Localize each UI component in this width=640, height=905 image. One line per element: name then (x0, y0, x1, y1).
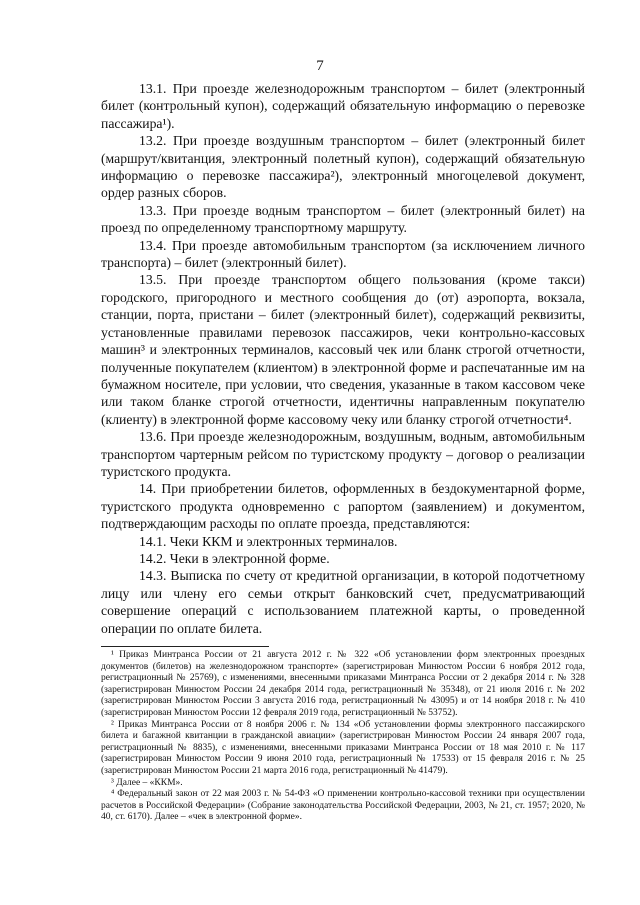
paragraph-13-5: 13.5. При проезде транспортом общего пользования (кроме такси) городского, пригородного и местного сообщения до (от) аэропорта, вокзала, станции, порта, пристани – билет (электронный билет), содержащий реквизиты, установленные правилами перевозок пассажиров, чеки контрольно-кассовых машин³ и электронных терминалов, кассовый чек или бланк строгой отчетности, полученные покупателем (клиентом) в электронной форме и распечатанные им на бумажном носителе, при условии, что сведения, указанные в таком кассовом чеке или таком бланке строгой отчетности, идентичны направленным покупателю (клиенту) в электронной форме кассовому чеку или бланку строгой отчетности⁴. (101, 272, 585, 427)
footnote-separator (101, 646, 269, 647)
paragraph-13-3: 13.3. При проезде водным транспортом – билет (электронный билет) на проезд по определенному транспортному маршруту. (101, 202, 585, 236)
document-body (101, 80, 585, 637)
paragraph-13-2: 13.2. При проезде воздушным транспортом – билет (электронный билет (маршрут/квитанция, электронный полетный купон), содержащий обязательную информацию о перевозке пассажира²), электронный многоцелевой документ, ордер разных сборов. (101, 133, 585, 201)
paragraph-14-2: 14.2. Чеки в электронной форме. (139, 550, 330, 566)
footnote-4: ⁴ Федеральный закон от 22 мая 2003 г. № 54-ФЗ «О применении контрольно-кассовой техники при осуществлении расчетов в Российской Федерации» (Собрание законодательства Российской Федерации, 2003, № 21, ст. 1957; 2020, № 40, ст. 6170). Далее – «чек в электронной форме». (101, 789, 585, 823)
footnote-3: ³ Далее – «ККМ». (111, 777, 183, 788)
footnote-2: ² Приказ Минтранса России от 8 ноября 2006 г. № 134 «Об установлении формы электронного пассажирского билета и багажной квитанции в гражданской авиации» (зарегистрирован Минюстом России 24 января 2007 года, регистрационный № 8835), с изменениями, внесенными приказами Минтранса России от 18 мая 2010 г. № 117 (зарегистрирован Минюстом России 9 июня 2010 года, регистрационный № 17533) от 15 февраля 2016 г. № 25 (зарегистрирован Минюстом России 21 марта 2016 года, регистрационный № 41479). (101, 719, 585, 776)
paragraph-14-3: 14.3. Выписка по счету от кредитной организации, в которой подотчетному лицу или члену его семьи открыт банковский счет, предусматривающий совершение операций с использованием платежной карты, о проведенной операции по оплате билета. (101, 568, 585, 636)
paragraph-14: 14. При приобретении билетов, оформленных в бездокументарной форме, туристского продукта одновременно с рапортом (заявлением) и документом, подтверждающим расходы по оплате проезда, представляются: (101, 481, 585, 532)
page-number: 7 (316, 58, 324, 74)
paragraph-13-4: 13.4. При проезде автомобильным транспортом (за исключением личного транспорта) – билет (электронный билет). (101, 237, 585, 271)
paragraph-13-1: 13.1. При проезде железнодорожным транспортом – билет (электронный билет (контрольный купон), содержащий обязательную информацию о перевозке пассажира¹). (101, 81, 585, 131)
paragraph-14-1: 14.1. Чеки ККМ и электронных терминалов. (139, 533, 398, 549)
paragraph-13-6: 13.6. При проезде железнодорожным, воздушным, водным, автомобильным транспортом чартерным рейсом по туристскому продукту – договор о реализации туристского продукта. (101, 429, 585, 479)
footnotes (101, 650, 585, 824)
footnote-1: ¹ Приказ Минтранса России от 21 августа 2012 г. № 322 «Об установлении форм электронных проездных документов (билетов) на железнодорожном транспорте» (зарегистрирован Минюстом России 6 ноября 2012 года, регистрационный № 25769), с изменениями, внесенными приказами Минтранса России от 2 декабря 2014 г. № 328 (зарегистрирован Минюстом России 24 декабря 2014 года, регистрационный № 35348), от 21 июля 2016 г. № 202 (зарегистрирован Минюстом России 3 августа 2016 года, регистрационный № 43095) и от 14 ноября 2018 г. № 410 (зарегистрирован Минюстом России 12 февраля 2019 года, регистрационный № 53752). (101, 650, 585, 718)
